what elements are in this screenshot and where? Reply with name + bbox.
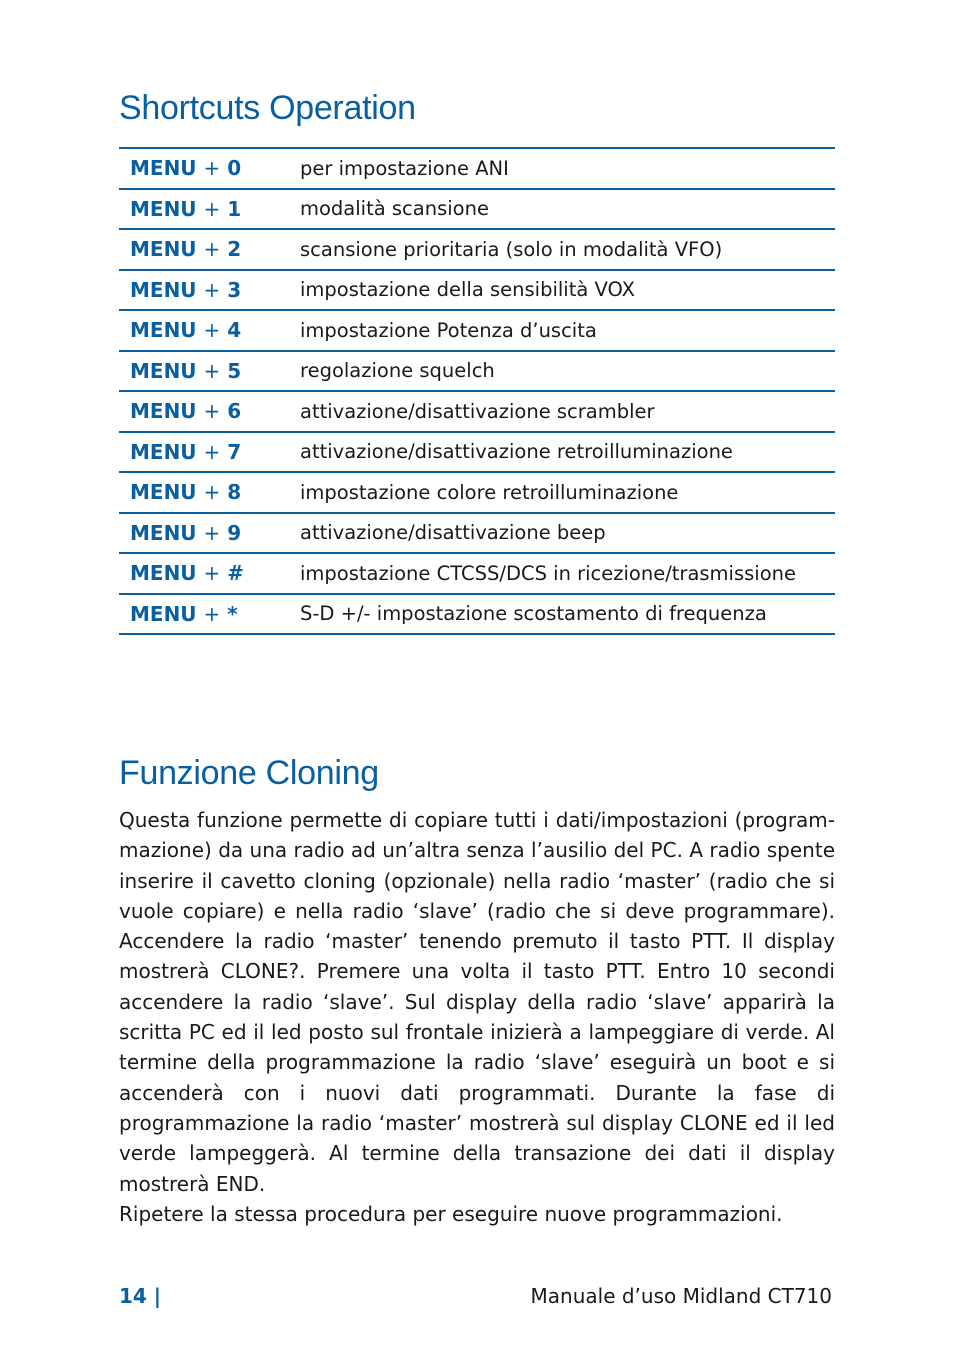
shortcut-row	[119, 190, 835, 231]
shortcut-key-plus: +	[203, 358, 221, 383]
shortcut-key-plus: +	[203, 237, 221, 262]
shortcut-description: attivazione/disattivazione scrambler	[300, 399, 655, 423]
shortcut-key	[119, 561, 300, 585]
shortcut-description: per impostazione ANI	[300, 156, 509, 180]
shortcut-key	[119, 521, 300, 545]
shortcut-key-value: 8	[227, 480, 242, 505]
shortcut-description: impostazione Potenza d’uscita	[300, 318, 597, 342]
shortcut-key-value: *	[227, 601, 238, 626]
shortcut-key-prefix: MENU	[130, 277, 197, 302]
shortcut-key-plus: +	[203, 520, 221, 545]
shortcut-key-value: 9	[227, 520, 242, 545]
shortcut-key-value: 7	[227, 439, 242, 464]
shortcut-description: S-D +/- impostazione scostamento di frequenza	[300, 602, 767, 626]
page-number: 14 |	[119, 1284, 162, 1308]
shortcut-row	[119, 433, 835, 474]
shortcut-key	[119, 602, 300, 626]
shortcut-key	[119, 197, 300, 221]
shortcut-key-prefix: MENU	[130, 237, 197, 262]
shortcut-key-prefix: MENU	[130, 358, 197, 383]
shortcut-row	[119, 554, 835, 595]
shortcut-key-value: 1	[227, 196, 242, 221]
shortcuts-heading: Shortcuts Operation	[119, 89, 416, 127]
shortcut-key	[119, 318, 300, 342]
shortcut-key-prefix: MENU	[130, 520, 197, 545]
shortcut-key	[119, 278, 300, 302]
shortcut-description: impostazione colore retroilluminazione	[300, 480, 679, 504]
shortcuts-table	[119, 147, 835, 635]
shortcut-key-plus: +	[203, 196, 221, 221]
shortcut-key-value: 4	[227, 318, 242, 343]
shortcut-key-plus: +	[203, 601, 221, 626]
shortcut-row	[119, 149, 835, 190]
shortcut-key-prefix: MENU	[130, 601, 197, 626]
shortcut-key-plus: +	[203, 318, 221, 343]
shortcut-key-value: 3	[227, 277, 242, 302]
shortcut-key	[119, 399, 300, 423]
shortcut-description: regolazione squelch	[300, 359, 495, 383]
cloning-body	[119, 805, 835, 1229]
shortcut-description: modalità scansione	[300, 197, 489, 221]
shortcut-description: impostazione CTCSS/DCS in ricezione/trasmissione	[300, 561, 796, 585]
shortcut-key-value: #	[227, 561, 245, 586]
shortcut-key	[119, 440, 300, 464]
cloning-paragraph: Ripetere la stessa procedura per eseguire nuove programmazioni.	[119, 1201, 783, 1226]
shortcut-key-prefix: MENU	[130, 480, 197, 505]
shortcut-row	[119, 271, 835, 312]
shortcut-row	[119, 230, 835, 271]
cloning-heading: Funzione Cloning	[119, 754, 379, 792]
page-footer	[119, 1284, 832, 1308]
shortcut-key-plus: +	[203, 480, 221, 505]
shortcut-key-value: 5	[227, 358, 242, 383]
shortcut-key	[119, 480, 300, 504]
shortcut-row	[119, 392, 835, 433]
shortcut-row	[119, 311, 835, 352]
shortcut-key-prefix: MENU	[130, 156, 197, 181]
shortcut-description: scansione prioritaria (solo in modalità VFO)	[300, 237, 723, 261]
shortcut-key-prefix: MENU	[130, 399, 197, 424]
shortcut-key-plus: +	[203, 156, 221, 181]
shortcut-row	[119, 352, 835, 393]
shortcut-key-value: 0	[227, 156, 242, 181]
shortcut-row	[119, 514, 835, 555]
shortcut-key-plus: +	[203, 561, 221, 586]
shortcut-key-prefix: MENU	[130, 439, 197, 464]
shortcut-key-value: 2	[227, 237, 242, 262]
shortcut-key-plus: +	[203, 439, 221, 464]
manual-title: Manuale d’uso Midland CT710	[530, 1284, 832, 1308]
shortcut-key-plus: +	[203, 399, 221, 424]
shortcut-description: impostazione della sensibilità VOX	[300, 278, 635, 302]
cloning-paragraph: Questa funzione permette di copiare tutti i dati/impostazioni (programmazione) da una radio ad un’altra senza l’ausilio del PC. A radio spente inserire il cavetto cloning (opzionale) nella radio ‘master’ (radio che si vuole copiare) e nella radio ‘slave’ (radio che si deve programmare). Accendere la radio ‘master’ tenendo premuto il tasto PTT. Il display mostrerà CLONE?. Premere una volta il tasto PTT. Entro 10 secondi accendere la radio ‘slave’. Sul display della radio ‘slave’ apparirà la scritta PC ed il led posto sul frontale inizierà a lampeggiare di verde. Al termine della programmazione la radio ‘slave’ eseguirà un boot e si accenderà con i nuovi dati programmati. Durante la fase di programmazione la radio ‘master’ mostrerà sul display CLONE ed il led verde lampeggerà. Al termine della transazione dei dati il display mostrerà END.	[119, 808, 835, 1196]
shortcut-key	[119, 156, 300, 180]
shortcut-description: attivazione/disattivazione retroilluminazione	[300, 440, 733, 464]
shortcut-row	[119, 473, 835, 514]
shortcut-key-value: 6	[227, 399, 242, 424]
shortcut-key-plus: +	[203, 277, 221, 302]
shortcut-key-prefix: MENU	[130, 318, 197, 343]
shortcut-key-prefix: MENU	[130, 196, 197, 221]
shortcut-key	[119, 237, 300, 261]
shortcut-description: attivazione/disattivazione beep	[300, 521, 606, 545]
shortcut-key	[119, 359, 300, 383]
shortcut-key-prefix: MENU	[130, 561, 197, 586]
shortcut-row	[119, 595, 835, 636]
